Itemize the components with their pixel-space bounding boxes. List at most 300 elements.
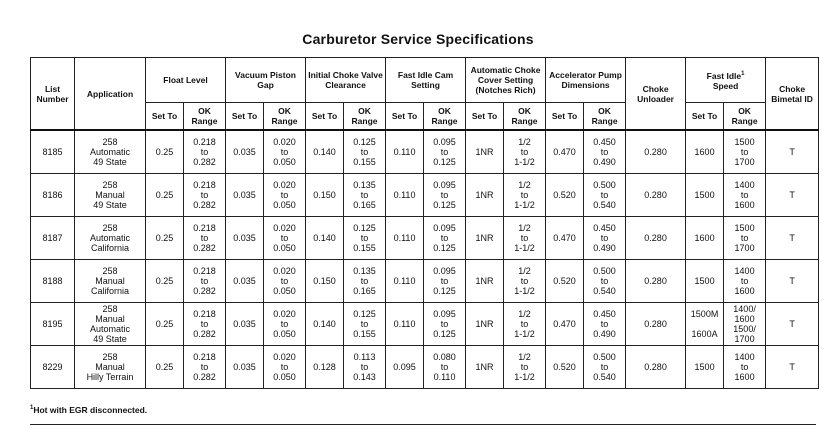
cell-line: 258 bbox=[102, 180, 118, 190]
table-row bbox=[31, 217, 819, 260]
cell-line: Manual bbox=[95, 314, 125, 324]
cell-line: to bbox=[360, 276, 369, 286]
cell-line: to bbox=[740, 362, 749, 372]
header-float-level: Float Level bbox=[146, 58, 226, 103]
cell-line: 258 bbox=[102, 137, 118, 147]
subheader-ok-range: OK Range bbox=[264, 103, 306, 131]
cover-ok-cell bbox=[504, 260, 546, 303]
header-auto-choke-cover: Automatic Choke Cover Setting (Notches Rich) bbox=[466, 58, 546, 103]
cell-line: Hilly Terrain bbox=[86, 372, 134, 382]
cover-ok-cell bbox=[504, 130, 546, 174]
cell-line: 0.095 bbox=[433, 309, 456, 319]
cam-ok-cell bbox=[424, 130, 466, 174]
cell-line: to bbox=[280, 147, 289, 157]
cell-line: 0.450 bbox=[593, 137, 616, 147]
cell-line: Manual bbox=[95, 362, 125, 372]
vacuum-set-cell: 0.035 bbox=[226, 303, 264, 346]
speed-set-cell bbox=[686, 346, 724, 389]
cell-line: to bbox=[740, 190, 749, 200]
cell-line: 0.125 bbox=[353, 137, 376, 147]
cell-line: to bbox=[280, 276, 289, 286]
float-ok-cell bbox=[184, 303, 226, 346]
cell-line: 1400 bbox=[734, 266, 755, 276]
list-number-cell: 8187 bbox=[31, 217, 75, 260]
cell-line: to bbox=[520, 276, 529, 286]
cell-line: 0.282 bbox=[193, 329, 216, 339]
cell-line: to bbox=[740, 233, 749, 243]
application-cell bbox=[75, 346, 146, 389]
unloader-cell: 0.280 bbox=[626, 217, 686, 260]
cell-line: 1/2 bbox=[518, 137, 531, 147]
pump-ok-cell bbox=[584, 174, 626, 217]
cam-ok-cell bbox=[424, 346, 466, 389]
subheader-set-to: Set To bbox=[546, 103, 584, 131]
header-choke-bimetal: Choke Bimetal ID bbox=[766, 58, 819, 131]
cell-line: 1600 bbox=[694, 233, 715, 243]
cell-line: 0.125 bbox=[433, 157, 456, 167]
cell-line: 1/2 bbox=[518, 223, 531, 233]
choke-set-cell: 0.140 bbox=[306, 303, 344, 346]
speed-ok-cell bbox=[724, 260, 766, 303]
cell-line: 0.490 bbox=[593, 157, 616, 167]
cell-line: 0.218 bbox=[193, 309, 216, 319]
cell-line: 0.050 bbox=[273, 200, 296, 210]
cell-line: 1500 bbox=[694, 190, 715, 200]
cell-line: 0.218 bbox=[193, 180, 216, 190]
subheader-set-to: Set To bbox=[306, 103, 344, 131]
unloader-cell: 0.280 bbox=[626, 130, 686, 174]
cell-line: to bbox=[600, 276, 609, 286]
cell-line: 1/2 bbox=[518, 266, 531, 276]
vacuum-ok-cell bbox=[264, 130, 306, 174]
cam-set-cell: 0.095 bbox=[386, 346, 424, 389]
cell-line: 1500 bbox=[694, 362, 715, 372]
choke-set-cell: 0.150 bbox=[306, 260, 344, 303]
header-vacuum-piston-gap: Vacuum Piston Gap bbox=[226, 58, 306, 103]
cell-line: 1500M bbox=[690, 309, 719, 319]
subheader-ok-range: OK Range bbox=[184, 103, 226, 131]
cell-line: 1500 bbox=[694, 276, 715, 286]
cell-line: 1500 bbox=[734, 137, 755, 147]
fast-idle-speed-tail: Speed bbox=[712, 80, 739, 91]
cover-set-cell: 1NR bbox=[466, 346, 504, 389]
cell-line: to bbox=[740, 147, 749, 157]
cam-set-cell: 0.110 bbox=[386, 174, 424, 217]
cam-set-cell: 0.110 bbox=[386, 130, 424, 174]
vacuum-ok-cell bbox=[264, 217, 306, 260]
cell-line: to bbox=[200, 362, 209, 372]
bimetal-cell: T bbox=[766, 346, 819, 389]
table-row bbox=[31, 130, 819, 174]
choke-set-cell: 0.140 bbox=[306, 130, 344, 174]
cell-line: 1700 bbox=[734, 334, 755, 344]
cell-line: 0.080 bbox=[433, 352, 456, 362]
cell-line: 258 bbox=[102, 304, 118, 314]
cell-line: 1600 bbox=[734, 286, 755, 296]
footnote-mark: 1 bbox=[30, 405, 34, 412]
cell-line: 0.020 bbox=[273, 180, 296, 190]
cell-line: to bbox=[520, 319, 529, 329]
cam-ok-cell bbox=[424, 174, 466, 217]
pump-set-cell: 0.520 bbox=[546, 260, 584, 303]
cell-line: 0.155 bbox=[353, 157, 376, 167]
cell-line: 258 bbox=[102, 223, 118, 233]
subheader-ok-range: OK Range bbox=[724, 103, 766, 131]
cover-set-cell: 1NR bbox=[466, 260, 504, 303]
cell-line: to bbox=[200, 276, 209, 286]
vacuum-ok-cell bbox=[264, 303, 306, 346]
cell-line: to bbox=[280, 319, 289, 329]
fast-idle-footnote-mark: 1 bbox=[741, 71, 745, 78]
float-set-cell: 0.25 bbox=[146, 217, 184, 260]
cell-line: 0.282 bbox=[193, 286, 216, 296]
cell-line: to bbox=[280, 233, 289, 243]
subheader-set-to: Set To bbox=[226, 103, 264, 131]
float-ok-cell bbox=[184, 130, 226, 174]
cell-line: 1/2 bbox=[518, 309, 531, 319]
subheader-ok-range: OK Range bbox=[344, 103, 386, 131]
float-set-cell: 0.25 bbox=[146, 130, 184, 174]
cell-line: 0.020 bbox=[273, 266, 296, 276]
pump-set-cell: 0.470 bbox=[546, 303, 584, 346]
cell-line: to bbox=[360, 190, 369, 200]
cell-line: to bbox=[440, 319, 449, 329]
vacuum-set-cell: 0.035 bbox=[226, 174, 264, 217]
cell-line: 0.282 bbox=[193, 372, 216, 382]
cover-set-cell: 1NR bbox=[466, 303, 504, 346]
pump-ok-cell bbox=[584, 130, 626, 174]
cell-line: 0.050 bbox=[273, 157, 296, 167]
table-row bbox=[31, 174, 819, 217]
bimetal-cell: T bbox=[766, 303, 819, 346]
cell-line: to bbox=[440, 147, 449, 157]
cell-line: 0.540 bbox=[593, 200, 616, 210]
application-cell bbox=[75, 174, 146, 217]
cell-line: 0.050 bbox=[273, 329, 296, 339]
pump-set-cell: 0.520 bbox=[546, 346, 584, 389]
cell-line: Manual bbox=[95, 190, 125, 200]
spec-table bbox=[30, 57, 819, 389]
cell-line: California bbox=[90, 243, 130, 253]
bimetal-cell: T bbox=[766, 174, 819, 217]
choke-ok-cell bbox=[344, 303, 386, 346]
cell-line: 49 State bbox=[93, 157, 127, 167]
bimetal-cell: T bbox=[766, 260, 819, 303]
speed-ok-cell bbox=[724, 130, 766, 174]
table-row bbox=[31, 346, 819, 389]
choke-ok-cell bbox=[344, 260, 386, 303]
cover-ok-cell bbox=[504, 217, 546, 260]
cell-line: to bbox=[440, 362, 449, 372]
unloader-cell: 0.280 bbox=[626, 346, 686, 389]
bimetal-cell: T bbox=[766, 217, 819, 260]
cell-line: 0.125 bbox=[433, 286, 456, 296]
unloader-cell: 0.280 bbox=[626, 174, 686, 217]
cell-line: 0.095 bbox=[433, 223, 456, 233]
application-cell bbox=[75, 303, 146, 346]
cell-line: to bbox=[600, 147, 609, 157]
speed-set-cell bbox=[686, 260, 724, 303]
choke-ok-cell bbox=[344, 130, 386, 174]
speed-ok-cell bbox=[724, 303, 766, 346]
choke-set-cell: 0.150 bbox=[306, 174, 344, 217]
vacuum-set-cell: 0.035 bbox=[226, 130, 264, 174]
cell-line: 0.095 bbox=[433, 266, 456, 276]
float-set-cell: 0.25 bbox=[146, 303, 184, 346]
cell-line: to bbox=[440, 190, 449, 200]
cell-line: 0.540 bbox=[593, 286, 616, 296]
fast-idle-speed-label: Fast Idle bbox=[706, 70, 742, 81]
float-ok-cell bbox=[184, 260, 226, 303]
cover-set-cell: 1NR bbox=[466, 174, 504, 217]
pump-set-cell: 0.520 bbox=[546, 174, 584, 217]
pump-ok-cell bbox=[584, 346, 626, 389]
cell-line: 1500/ bbox=[733, 324, 756, 334]
cell-line: Automatic bbox=[89, 233, 131, 243]
speed-set-cell bbox=[686, 217, 724, 260]
cell-line: 1-1/2 bbox=[514, 200, 535, 210]
choke-ok-cell bbox=[344, 217, 386, 260]
cell-line: 0.490 bbox=[593, 329, 616, 339]
header-initial-choke: Initial Choke Valve Clearance bbox=[306, 58, 386, 103]
cell-line: 1400/ bbox=[733, 304, 756, 314]
cell-line: 0.020 bbox=[273, 309, 296, 319]
subheader-ok-range: OK Range bbox=[424, 103, 466, 131]
cell-line: 0.050 bbox=[273, 286, 296, 296]
cell-line: 1700 bbox=[734, 157, 755, 167]
table-row bbox=[31, 303, 819, 346]
cell-line: 0.282 bbox=[193, 200, 216, 210]
cell-line: 0.020 bbox=[273, 223, 296, 233]
cell-line: 0.135 bbox=[353, 180, 376, 190]
header-list-number: List Number bbox=[31, 58, 75, 131]
header-accel-pump: Accelerator Pump Dimensions bbox=[546, 58, 626, 103]
pump-ok-cell bbox=[584, 260, 626, 303]
float-set-cell: 0.25 bbox=[146, 346, 184, 389]
vacuum-set-cell: 0.035 bbox=[226, 217, 264, 260]
cell-line: 49 State bbox=[93, 200, 127, 210]
vacuum-set-cell: 0.035 bbox=[226, 260, 264, 303]
cell-line: 0.450 bbox=[593, 223, 616, 233]
cell-line: 0.282 bbox=[193, 157, 216, 167]
speed-set-cell bbox=[686, 174, 724, 217]
cell-line: 0.155 bbox=[353, 243, 376, 253]
subheader-set-to: Set To bbox=[386, 103, 424, 131]
cell-line: to bbox=[440, 233, 449, 243]
subheader-ok-range: OK Range bbox=[504, 103, 546, 131]
speed-ok-cell bbox=[724, 174, 766, 217]
cell-line: 0.050 bbox=[273, 372, 296, 382]
pump-set-cell: 0.470 bbox=[546, 217, 584, 260]
cell-line: 0.050 bbox=[273, 243, 296, 253]
speed-ok-cell bbox=[724, 346, 766, 389]
cell-line: 1600A bbox=[691, 329, 718, 339]
cell-line: California bbox=[90, 286, 130, 296]
cam-ok-cell bbox=[424, 303, 466, 346]
bimetal-cell: T bbox=[766, 130, 819, 174]
cell-line: 1-1/2 bbox=[514, 157, 535, 167]
footnote bbox=[30, 405, 147, 415]
cell-line: 0.165 bbox=[353, 286, 376, 296]
cam-ok-cell bbox=[424, 260, 466, 303]
cell-line: to bbox=[200, 190, 209, 200]
cell-line: 1-1/2 bbox=[514, 372, 535, 382]
cam-set-cell: 0.110 bbox=[386, 303, 424, 346]
pump-ok-cell bbox=[584, 303, 626, 346]
cell-line: to bbox=[600, 190, 609, 200]
cell-line: 1600 bbox=[734, 314, 755, 324]
choke-ok-cell bbox=[344, 346, 386, 389]
cell-line: 1/2 bbox=[518, 352, 531, 362]
cell-line: 1600 bbox=[734, 200, 755, 210]
cell-line: to bbox=[520, 147, 529, 157]
cell-line: 0.095 bbox=[433, 137, 456, 147]
cell-line: to bbox=[740, 276, 749, 286]
list-number-cell: 8186 bbox=[31, 174, 75, 217]
footnote-text: Hot with EGR disconnected. bbox=[33, 405, 148, 415]
cell-line: 1-1/2 bbox=[514, 243, 535, 253]
cell-line: 1700 bbox=[734, 243, 755, 253]
vacuum-ok-cell bbox=[264, 174, 306, 217]
cell-line: Automatic bbox=[89, 147, 131, 157]
list-number-cell: 8188 bbox=[31, 260, 75, 303]
cell-line: 0.450 bbox=[593, 309, 616, 319]
cell-line: 1-1/2 bbox=[514, 329, 535, 339]
unloader-cell: 0.280 bbox=[626, 303, 686, 346]
cell-line: to bbox=[280, 362, 289, 372]
list-number-cell: 8185 bbox=[31, 130, 75, 174]
cell-line: 0.218 bbox=[193, 223, 216, 233]
cell-line: 0.125 bbox=[353, 309, 376, 319]
cell-line: 1600 bbox=[694, 147, 715, 157]
vacuum-set-cell: 0.035 bbox=[226, 346, 264, 389]
cover-ok-cell bbox=[504, 303, 546, 346]
header-fast-idle-cam: Fast Idle Cam Setting bbox=[386, 58, 466, 103]
cell-line: to bbox=[600, 233, 609, 243]
subheader-set-to: Set To bbox=[146, 103, 184, 131]
cell-line: 0.500 bbox=[593, 266, 616, 276]
choke-set-cell: 0.128 bbox=[306, 346, 344, 389]
header-choke-unloader: Choke Unloader bbox=[626, 58, 686, 131]
cell-line: Manual bbox=[95, 276, 125, 286]
cell-line: 0.125 bbox=[433, 200, 456, 210]
spec-table-body bbox=[31, 130, 819, 389]
float-ok-cell bbox=[184, 217, 226, 260]
cover-ok-cell bbox=[504, 346, 546, 389]
cell-line: 1400 bbox=[734, 352, 755, 362]
cell-line: 0.500 bbox=[593, 180, 616, 190]
application-cell bbox=[75, 130, 146, 174]
pump-set-cell: 0.470 bbox=[546, 130, 584, 174]
cell-line: 0.110 bbox=[433, 372, 456, 382]
cell-line: 0.125 bbox=[433, 329, 456, 339]
cell-line: 1400 bbox=[734, 180, 755, 190]
cell-line: 0.490 bbox=[593, 243, 616, 253]
cell-line: 0.135 bbox=[353, 266, 376, 276]
cell-line: 258 bbox=[102, 352, 118, 362]
float-ok-cell bbox=[184, 346, 226, 389]
cell-line: to bbox=[520, 233, 529, 243]
cell-line: 258 bbox=[102, 266, 118, 276]
cell-line: 0.218 bbox=[193, 266, 216, 276]
application-cell bbox=[75, 217, 146, 260]
list-number-cell: 8229 bbox=[31, 346, 75, 389]
choke-set-cell: 0.140 bbox=[306, 217, 344, 260]
cell-line: to bbox=[280, 190, 289, 200]
cell-line: 0.095 bbox=[433, 180, 456, 190]
subheader-set-to: Set To bbox=[686, 103, 724, 131]
subheader-set-to: Set To bbox=[466, 103, 504, 131]
cell-line: 0.020 bbox=[273, 352, 296, 362]
choke-ok-cell bbox=[344, 174, 386, 217]
page-title: Carburetor Service Specifications bbox=[302, 31, 534, 47]
cell-line: 0.113 bbox=[353, 352, 376, 362]
application-cell bbox=[75, 260, 146, 303]
float-ok-cell bbox=[184, 174, 226, 217]
cell-line: 0.125 bbox=[353, 223, 376, 233]
cell-line: 0.218 bbox=[193, 137, 216, 147]
vacuum-ok-cell bbox=[264, 346, 306, 389]
cell-line: to bbox=[200, 147, 209, 157]
cell-line: 0.500 bbox=[593, 352, 616, 362]
cam-set-cell: 0.110 bbox=[386, 217, 424, 260]
cell-line: to bbox=[600, 362, 609, 372]
speed-set-cell bbox=[686, 303, 724, 346]
cell-line: 1-1/2 bbox=[514, 286, 535, 296]
cam-ok-cell bbox=[424, 217, 466, 260]
cell-line: 0.143 bbox=[353, 372, 376, 382]
cell-line: 0.125 bbox=[433, 243, 456, 253]
cell-line: Automatic bbox=[89, 324, 131, 334]
float-set-cell: 0.25 bbox=[146, 174, 184, 217]
cell-line: 1500 bbox=[734, 223, 755, 233]
float-set-cell: 0.25 bbox=[146, 260, 184, 303]
cell-line: to bbox=[200, 319, 209, 329]
cell-line: 1600 bbox=[734, 372, 755, 382]
header-application: Application bbox=[75, 58, 146, 131]
cell-line: 49 State bbox=[93, 334, 127, 344]
cell-line: 0.218 bbox=[193, 352, 216, 362]
cell-line: to bbox=[200, 233, 209, 243]
cell-line: 1/2 bbox=[518, 180, 531, 190]
cell-line: 0.020 bbox=[273, 137, 296, 147]
cell-line: to bbox=[360, 147, 369, 157]
speed-ok-cell bbox=[724, 217, 766, 260]
cell-line: to bbox=[600, 319, 609, 329]
cell-line: to bbox=[520, 362, 529, 372]
pump-ok-cell bbox=[584, 217, 626, 260]
cell-line: to bbox=[360, 233, 369, 243]
cover-ok-cell bbox=[504, 174, 546, 217]
list-number-cell: 8195 bbox=[31, 303, 75, 346]
table-row bbox=[31, 260, 819, 303]
cover-set-cell: 1NR bbox=[466, 217, 504, 260]
speed-set-cell bbox=[686, 130, 724, 174]
cell-line: 0.540 bbox=[593, 372, 616, 382]
subheader-ok-range: OK Range bbox=[584, 103, 626, 131]
cell-line: to bbox=[520, 190, 529, 200]
vacuum-ok-cell bbox=[264, 260, 306, 303]
cell-line: 0.155 bbox=[353, 329, 376, 339]
header-fast-idle-speed bbox=[686, 58, 766, 103]
cell-line: to bbox=[360, 319, 369, 329]
cover-set-cell: 1NR bbox=[466, 130, 504, 174]
cam-set-cell: 0.110 bbox=[386, 260, 424, 303]
cell-line: to bbox=[360, 362, 369, 372]
cell-line: to bbox=[440, 276, 449, 286]
unloader-cell: 0.280 bbox=[626, 260, 686, 303]
cell-line: 0.282 bbox=[193, 243, 216, 253]
